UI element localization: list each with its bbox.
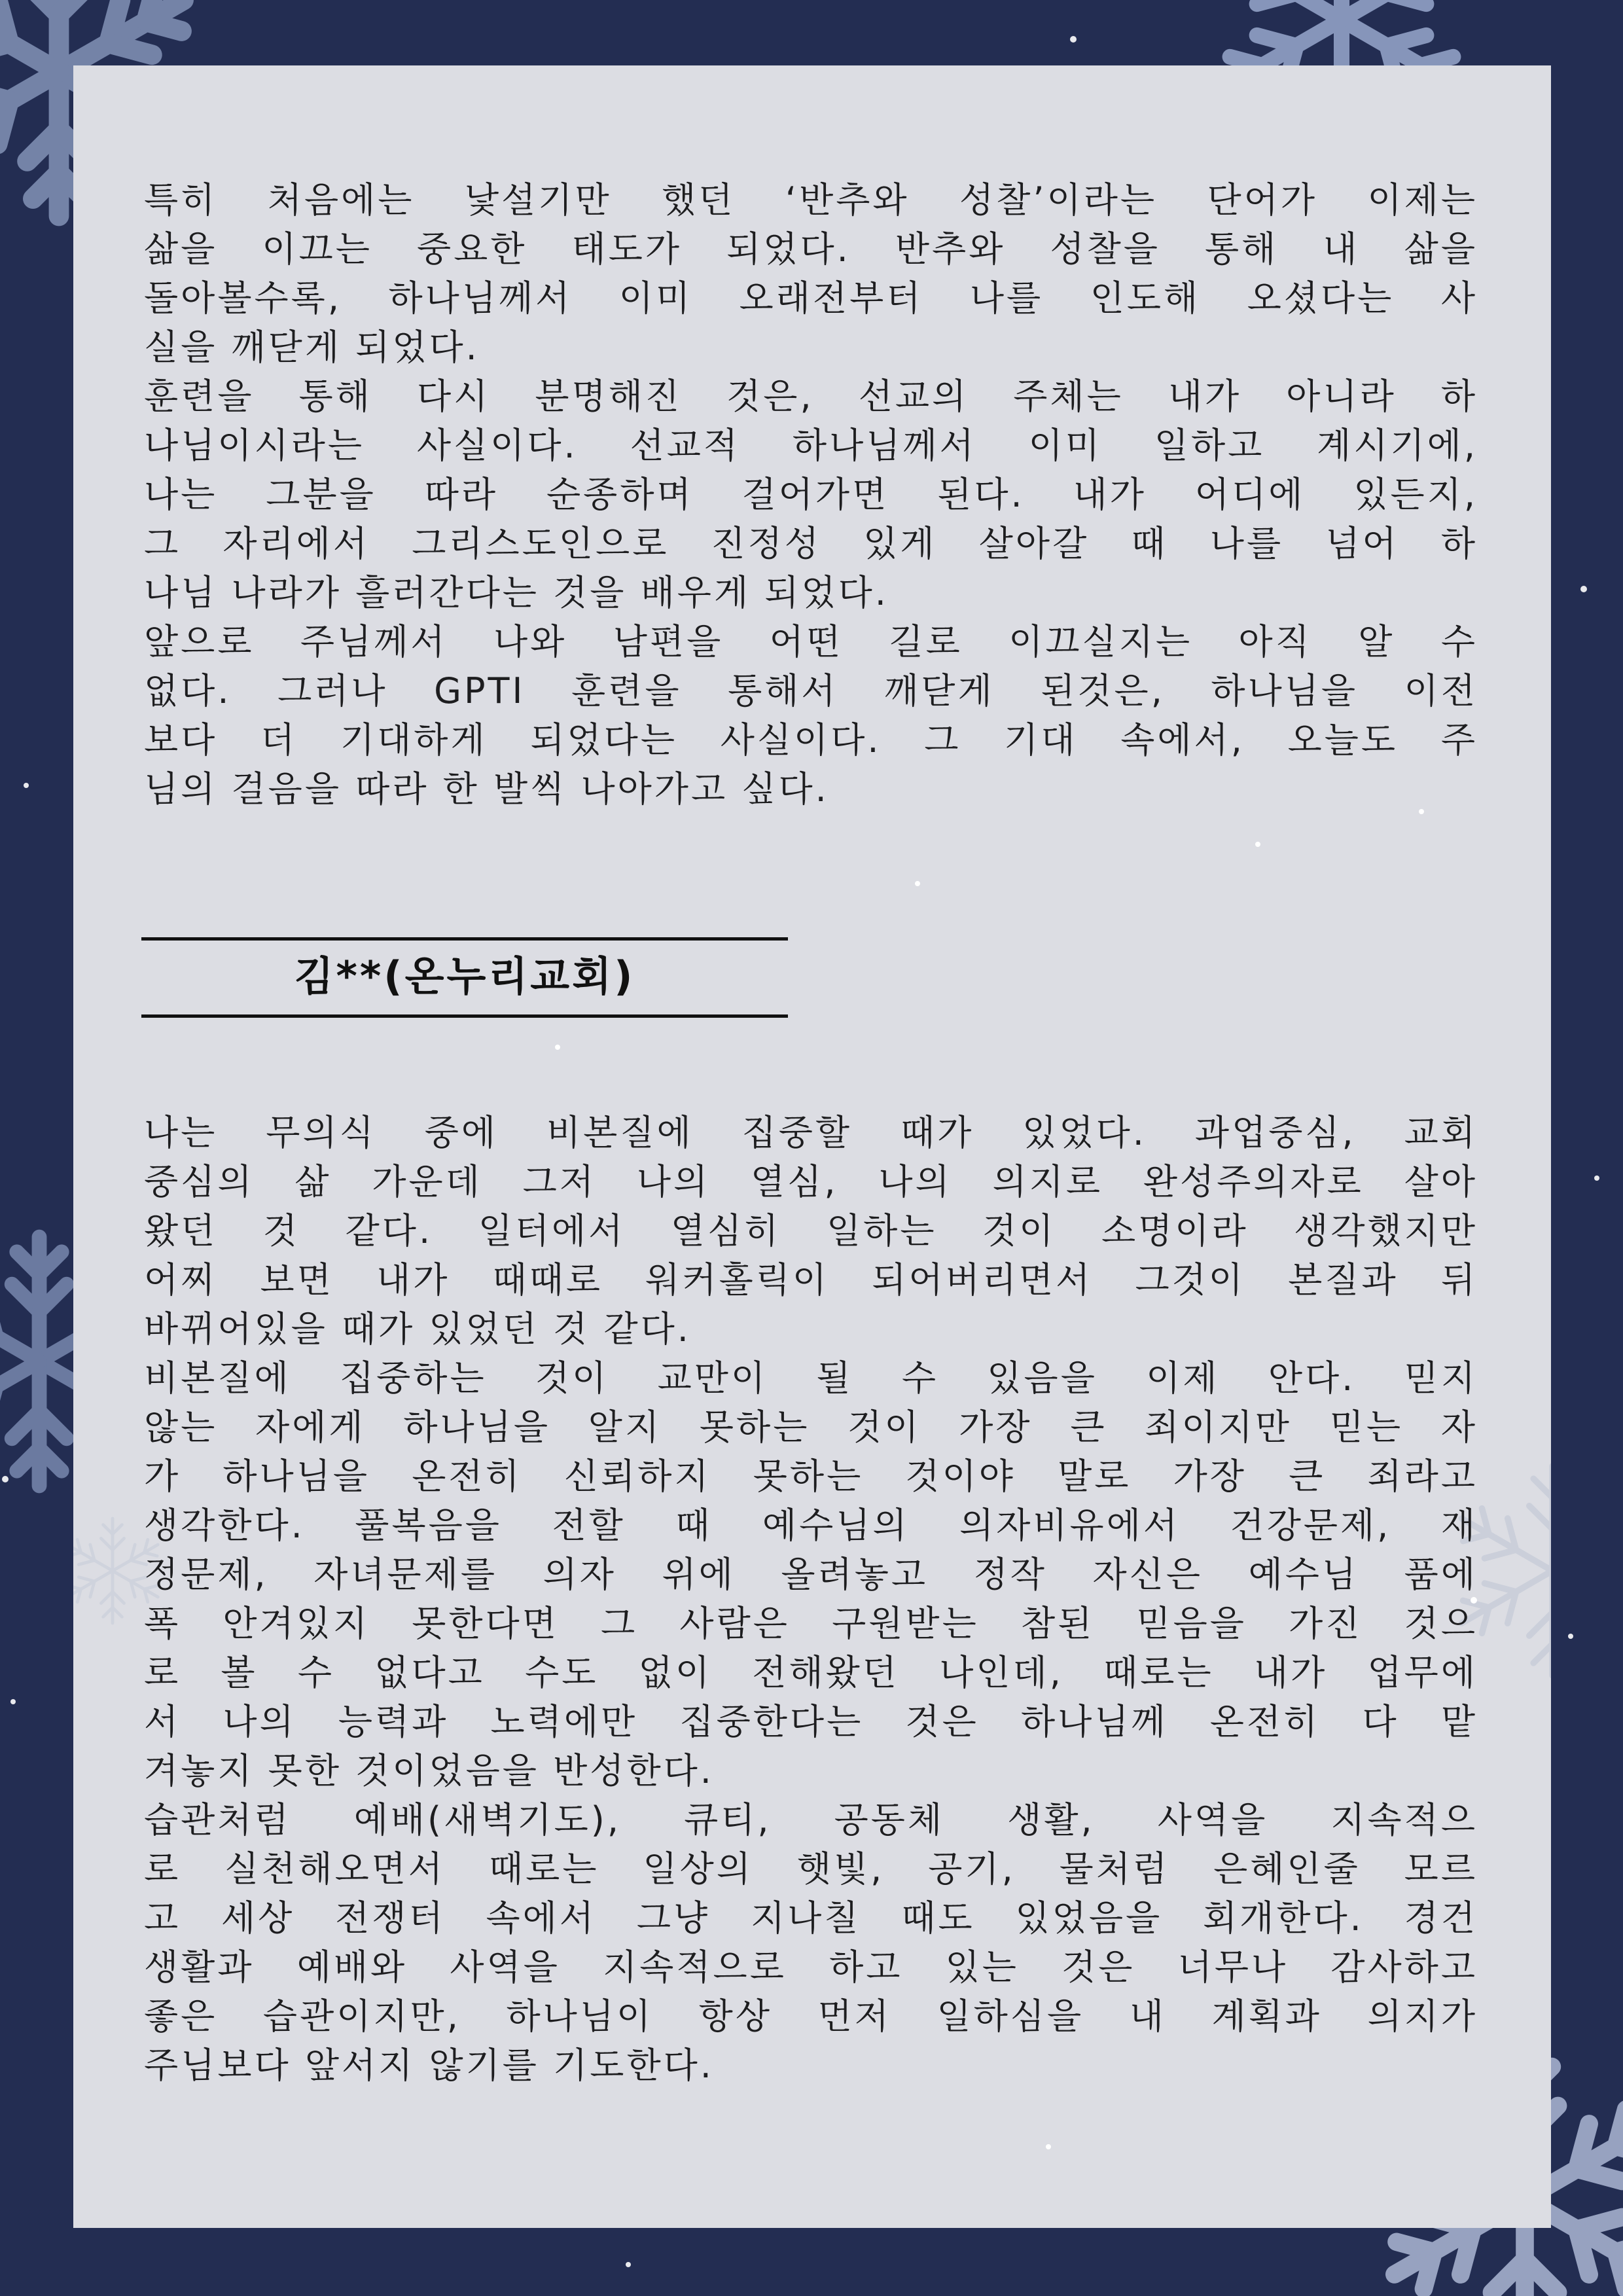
text-line: 생활과 예배와 사역을 지속적으로 하고 있는 것은 너무나 감사하고 <box>144 1946 1478 1988</box>
text-line: 삶을 이끄는 중요한 태도가 되었다. 반추와 성찰을 통해 내 삶을 <box>144 228 1478 270</box>
text-line: 님의 걸음을 따라 한 발씩 나아가고 싶다. <box>144 768 829 810</box>
text-line: 폭 안겨있지 못한다면 그 사람은 구원받는 참된 믿음을 가진 것으 <box>144 1603 1478 1644</box>
text-line: 나님이시라는 사실이다. 선교적 하나님께서 이미 일하고 계시기에, <box>144 425 1478 466</box>
section2-paragraph-3 <box>144 1795 1478 2090</box>
section1-paragraph-1 <box>144 175 1478 372</box>
text-line: 생각한다. 풀복음을 전할 때 예수님의 의자비유에서 건강문제, 재 <box>144 1505 1478 1546</box>
text-line: 보다 더 기대하게 되었다는 사실이다. 그 기대 속에서, 오늘도 주 <box>144 719 1478 761</box>
text-line: 고 세상 전쟁터 속에서 그냥 지나칠 때도 있었음을 회개한다. 경건 <box>144 1897 1478 1939</box>
text-line: 나는 무의식 중에 비본질에 집중할 때가 있었다. 과업중심, 교회 <box>144 1112 1478 1153</box>
section1-paragraph-3 <box>144 617 1478 814</box>
text-line: 않는 자에게 하나님을 알지 못하는 것이 가장 큰 죄이지만 믿는 자 <box>144 1407 1478 1448</box>
text-line: 중심의 삶 가운데 그저 나의 열심, 나의 의지로 완성주의자로 살아 <box>144 1161 1478 1202</box>
text-line: 어찌 보면 내가 때때로 워커홀릭이 되어버리면서 그것이 본질과 뒤 <box>144 1259 1478 1300</box>
content-panel <box>73 65 1551 2228</box>
text-line: 실을 깨닫게 되었다. <box>144 327 480 368</box>
text-line: 정문제, 자녀문제를 의자 위에 올려놓고 정작 자신은 예수님 품에 <box>144 1554 1478 1595</box>
heading-bottom-rule <box>141 1014 788 1018</box>
text-line: 겨놓지 못한 것이었음을 반성한다. <box>144 1750 714 1791</box>
text-line: 왔던 것 같다. 일터에서 열심히 일하는 것이 소명이라 생각했지만 <box>144 1210 1478 1251</box>
text-line: 비본질에 집중하는 것이 교만이 될 수 있음을 이제 안다. 믿지 <box>144 1357 1478 1399</box>
text-line: 그 자리에서 그리스도인으로 진정성 있게 살아갈 때 나를 넘어 하 <box>144 523 1478 564</box>
text-line: 나님 나라가 흘러간다는 것을 배우게 되었다. <box>144 572 889 613</box>
text-line: 없다. 그러나 GPTI 훈련을 통해서 깨닫게 된것은, 하나님을 이전 <box>144 670 1478 711</box>
section1-paragraph-2 <box>144 372 1478 617</box>
text-line: 돌아볼수록, 하나님께서 이미 오래전부터 나를 인도해 오셨다는 사 <box>144 278 1478 319</box>
text-line: 훈련을 통해 다시 분명해진 것은, 선교의 주체는 내가 아니라 하 <box>144 376 1478 417</box>
text-line: 습관처럼 예배(새벽기도), 큐티, 공동체 생활, 사역을 지속적으 <box>144 1799 1478 1840</box>
text-line: 나는 그분을 따라 순종하며 걸어가면 된다. 내가 어디에 있든지, <box>144 474 1478 515</box>
text-line: 서 나의 능력과 노력에만 집중한다는 것은 하나님께 온전히 다 맡 <box>144 1701 1478 1742</box>
text-line: 로 볼 수 없다고 수도 없이 전해왔던 나인데, 때로는 내가 업무에 <box>144 1652 1478 1693</box>
heading-top-rule <box>141 937 788 941</box>
section2-paragraph-2 <box>144 1354 1478 1795</box>
text-line: 좋은 습관이지만, 하나님이 항상 먼저 일하심을 내 계획과 의지가 <box>144 1996 1478 2037</box>
section2-paragraph-1 <box>144 1108 1478 1354</box>
text-line: 가 하나님을 온전히 신뢰하지 못하는 것이야 말로 가장 큰 죄라고 <box>144 1456 1478 1497</box>
text-line: 앞으로 주님께서 나와 남편을 어떤 길로 이끄실지는 아직 알 수 <box>144 621 1478 662</box>
text-line: 바뀌어있을 때가 있었던 것 같다. <box>144 1308 691 1350</box>
text-line: 주님보다 앞서지 않기를 기도한다. <box>144 2045 714 2086</box>
text-line: 특히 처음에는 낯설기만 했던 ‘반추와 성찰’이라는 단어가 이제는 <box>144 179 1478 221</box>
author-heading: 김**(온누리교회) <box>294 952 635 1000</box>
text-line: 로 실천해오면서 때로는 일상의 햇빛, 공기, 물처럼 은혜인줄 모르 <box>144 1848 1478 1890</box>
